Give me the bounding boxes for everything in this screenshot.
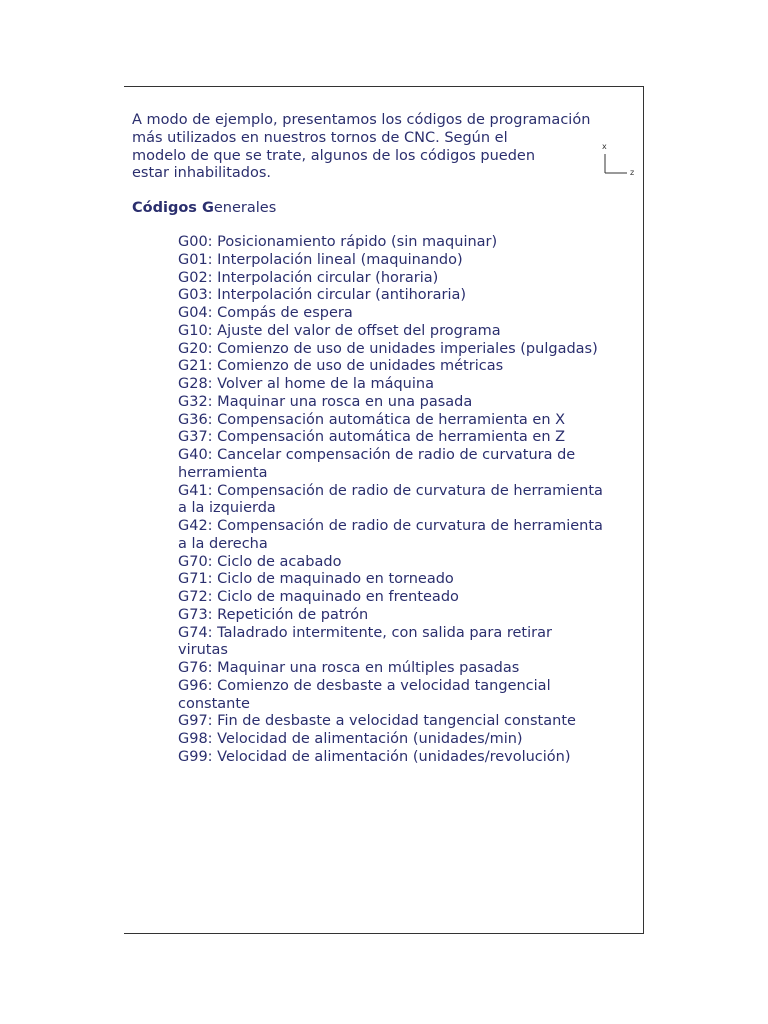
gcode-line: G71: Ciclo de maquinado en torneado (178, 571, 454, 588)
gcode-line: G20: Comienzo de uso de unidades imperiales (pulgadas) (178, 340, 598, 357)
section-title-bold: Códigos G (132, 200, 214, 216)
gcode-line: virutas (178, 642, 228, 659)
gcode-line: constante (178, 695, 250, 712)
axis-diagram (600, 143, 640, 179)
gcode-line: G02: Interpolación circular (horaria) (178, 269, 439, 286)
axis-z-label: z (630, 168, 635, 177)
gcode-line: G97: Fin de desbaste a velocidad tangencial constante (178, 713, 576, 730)
gcode-line: G42: Compensación de radio de curvatura de herramienta (178, 518, 603, 534)
axis-x-label: x (602, 142, 607, 151)
gcode-line: G76: Maquinar una rosca en múltiples pasadas (178, 660, 520, 676)
gcode-line: G21: Comienzo de uso de unidades métricas (178, 358, 504, 375)
gcode-line: G01: Interpolación lineal (maquinando) (178, 251, 463, 268)
gcode-line: G37: Compensación automática de herramienta en Z (178, 429, 566, 446)
gcode-line: G70: Ciclo de acabado (178, 553, 342, 570)
gcode-line: G98: Velocidad de alimentación (unidades/min) (178, 731, 523, 747)
gcode-line: G28: Volver al home de la máquina (178, 376, 434, 392)
gcode-line: G32: Maquinar una rosca en una pasada (178, 393, 473, 410)
gcode-line: G40: Cancelar compensación de radio de curvatura de (178, 447, 576, 463)
gcode-line: herramienta (178, 464, 268, 481)
gcode-line: G99: Velocidad de alimentación (unidades/revolución) (178, 748, 571, 765)
gcode-line: G03: Interpolación circular (antihoraria) (178, 287, 467, 304)
gcode-line: G10: Ajuste del valor de offset del programa (178, 322, 501, 339)
intro-paragraph: A modo de ejemplo, presentamos los códigos de programación más utilizados en nuestros tornos de CNC. Según el modelo de que se trate, algunos de los códigos pueden estar inhabilitados. (132, 112, 591, 182)
gcode-line: a la derecha (178, 535, 268, 552)
gcode-line: G96: Comienzo de desbaste a velocidad tangencial (178, 677, 551, 694)
gcode-line: G41: Compensación de radio de curvatura de herramienta (178, 482, 603, 499)
gcode-line: G73: Repetición de patrón (178, 606, 369, 623)
gcode-line: a la izquierda (178, 500, 276, 517)
gcode-line: G74: Taladrado intermitente, con salida para retirar (178, 624, 552, 641)
gcode-line: G72: Ciclo de maquinado en frenteado (178, 589, 459, 605)
gcode-list (178, 234, 638, 767)
gcode-line: G36: Compensación automática de herramienta en X (178, 411, 566, 428)
section-title-rest: enerales (213, 200, 277, 216)
document-page (124, 86, 644, 934)
section-title (132, 199, 276, 217)
gcode-line: G00: Posicionamiento rápido (sin maquinar) (178, 234, 498, 250)
gcode-line: G04: Compás de espera (178, 305, 353, 321)
